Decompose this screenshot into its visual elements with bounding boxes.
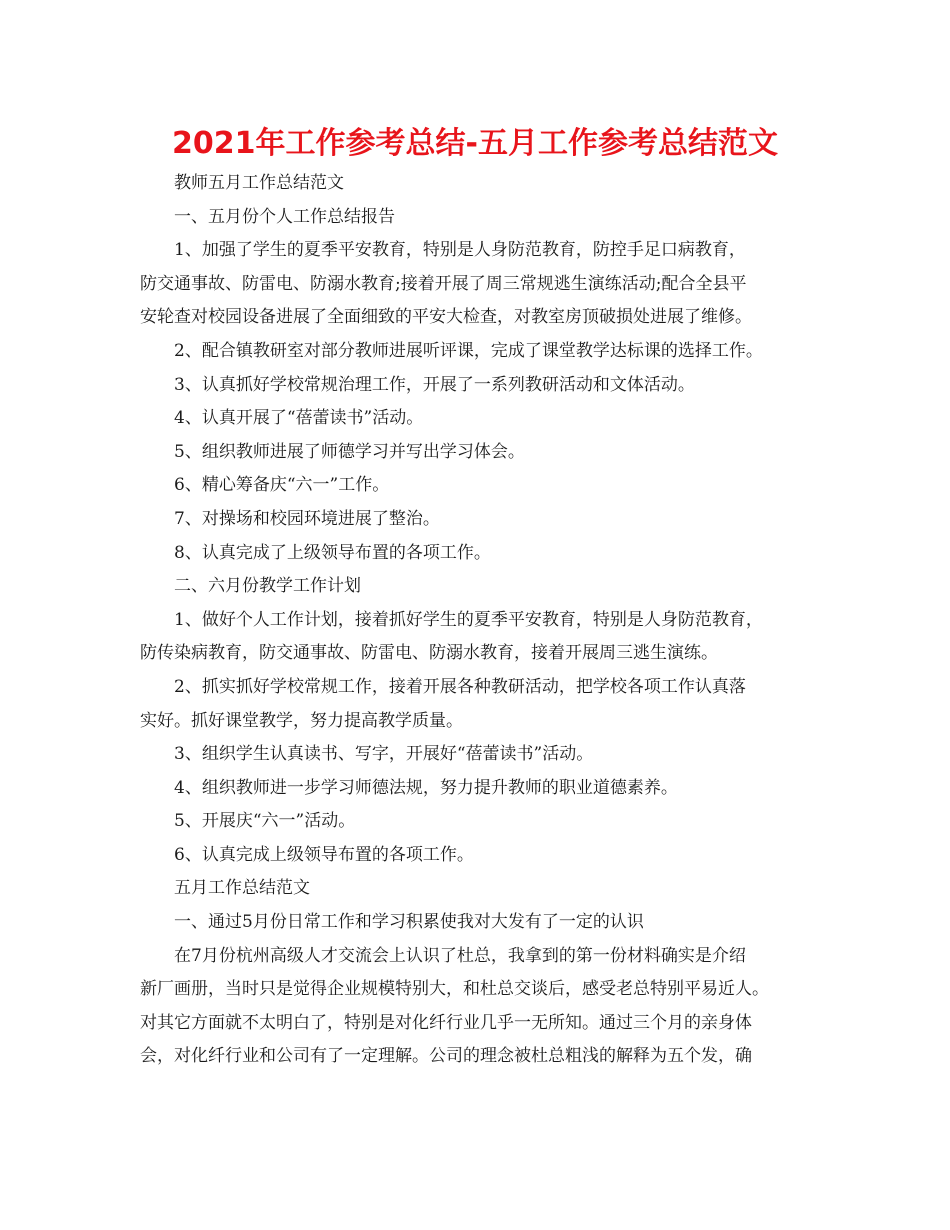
text-line: 1、做好个人工作计划，接着抓好学生的夏季平安教育，特别是人身防范教育， <box>174 609 763 630</box>
text-line: 二、六月份教学工作计划 <box>174 576 361 597</box>
text-line: 5、开展庆“六一”活动。 <box>174 811 356 832</box>
text-line: 5、组织教师进展了师德学习并写出学习体会。 <box>174 441 525 462</box>
text-line: 防交通事故、防雷电、防溺水教育;接着开展了周三常规逃生演练活动;配合全县平 <box>140 273 747 294</box>
text-line: 会，对化纤行业和公司有了一定理解。公司的理念被杜总粗浅的解释为五个发，确 <box>140 1046 752 1067</box>
text-line: 8、认真完成了上级领导布置的各项工作。 <box>174 542 491 563</box>
text-line: 防传染病教育，防交通事故、防雷电、防溺水教育，接着开展周三逃生演练。 <box>140 643 718 664</box>
text-line: 1、加强了学生的夏季平安教育，特别是人身防范教育，防控手足口病教育， <box>174 240 746 261</box>
text-line: 五月工作总结范文 <box>174 878 310 899</box>
text-line: 7、对操场和校园环境进展了整治。 <box>174 508 440 529</box>
document-title: 2021年工作参考总结-五月工作参考总结范文 <box>172 126 778 161</box>
text-line: 6、认真完成上级领导布置的各项工作。 <box>174 844 474 865</box>
document-body <box>140 167 820 1074</box>
text-line: 3、认真抓好学校常规治理工作，开展了一系列教研活动和文体活动。 <box>174 374 695 395</box>
text-line: 新厂画册，当时只是觉得企业规模特别大，和杜总交谈后，感受老总特别平易近人。 <box>140 979 769 1000</box>
text-line: 一、五月份个人工作总结报告 <box>174 206 395 227</box>
text-line: 对其它方面就不太明白了，特别是对化纤行业几乎一无所知。通过三个月的亲身体 <box>140 1012 752 1033</box>
text-line: 6、精心筹备庆“六一”工作。 <box>174 475 390 496</box>
text-line: 安轮查对校园设备进展了全面细致的平安大检查，对教室房顶破损处进展了维修。 <box>140 307 752 328</box>
text-line: 2、配合镇教研室对部分教师进展听评课，完成了课堂教学达标课的选择工作。 <box>174 340 763 361</box>
text-line: 4、认真开展了“蓓蕾读书”活动。 <box>174 408 424 429</box>
text-line: 4、组织教师进一步学习师德法规，努力提升教师的职业道德素养。 <box>174 777 678 798</box>
text-line: 在7月份杭州高级人才交流会上认识了杜总，我拿到的第一份材料确实是介绍 <box>174 945 746 966</box>
text-line: 教师五月工作总结范文 <box>174 173 344 193</box>
text-line: 实好。抓好课堂教学，努力提高教学质量。 <box>140 710 463 731</box>
text-line: 3、组织学生认真读书、写字，开展好“蓓蕾读书”活动。 <box>174 744 594 765</box>
text-line: 一、通过5月份日常工作和学习积累使我对大发有了一定的认识 <box>174 912 644 933</box>
text-line: 2、抓实抓好学校常规工作，接着开展各种教研活动，把学校各项工作认真落 <box>174 676 746 697</box>
